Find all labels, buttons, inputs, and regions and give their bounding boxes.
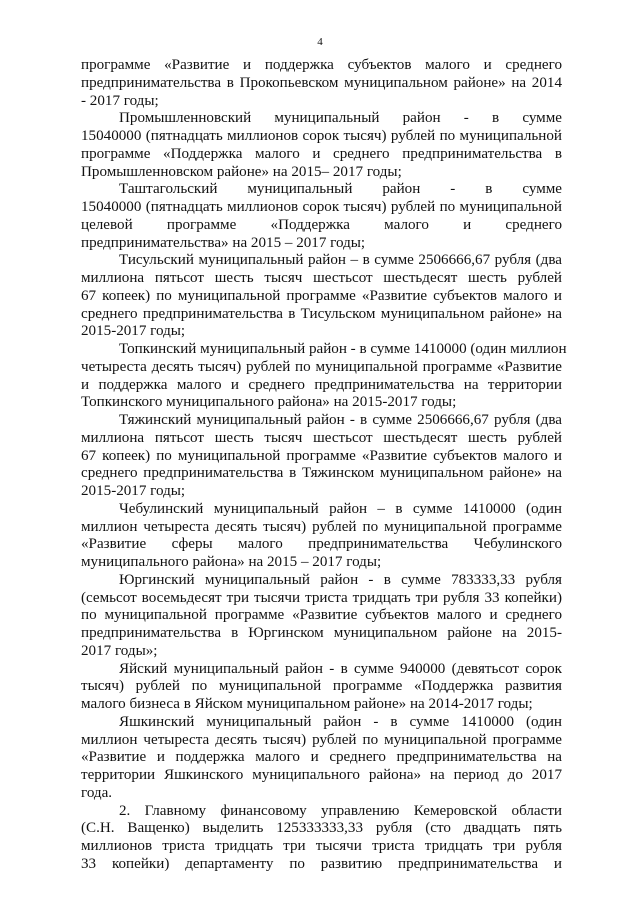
paragraph-line: (С.Н. Ващенко) выделить 125333333,33 рубля (сто двадцать пять bbox=[81, 820, 562, 837]
paragraph-line: 67 копеек) по муниципальной программе «Развитие субъектов малого и bbox=[81, 287, 562, 304]
paragraph-line: Чебулинский муниципальный район – в сумме 1410000 (один bbox=[119, 500, 562, 517]
paragraph-line: 15040000 (пятнадцать миллионов сорок тысяч) рублей по муниципальной bbox=[81, 128, 562, 144]
paragraph-line: миллион четыреста десять тысяч) рублей по муниципальной программе bbox=[81, 518, 562, 535]
paragraph-line: (семьсот восемьдесят три тысячи триста тридцать три рубля 33 копейки) bbox=[81, 589, 562, 606]
paragraph-line: предпринимательства» на 2015 – 2017 годы; bbox=[81, 234, 366, 251]
page-number: 4 bbox=[317, 36, 323, 48]
paragraph-line: по муниципальной программе «Развитие субъектов малого и среднего bbox=[81, 607, 562, 624]
paragraph bbox=[81, 252, 562, 341]
paragraph-line: предпринимательства в Прокопьевском муниципальном районе» на 2014 bbox=[81, 74, 562, 91]
paragraph-line: Таштагольский муниципальный район - в сумме bbox=[119, 181, 562, 198]
paragraph-line: 2015-2017 годы; bbox=[81, 483, 186, 499]
paragraph bbox=[81, 714, 562, 803]
paragraph-line: муниципального района» на 2015 – 2017 годы; bbox=[81, 554, 382, 570]
paragraph-line: «Развитие и поддержка малого и среднего предпринимательства на bbox=[81, 749, 562, 766]
paragraph bbox=[81, 412, 562, 501]
paragraph-line: 15040000 (пятнадцать миллионов сорок тысяч) рублей по муниципальной bbox=[81, 199, 562, 215]
paragraph-line: Яшкинский муниципальный район - в сумме 1410000 (один bbox=[119, 713, 562, 730]
paragraph bbox=[81, 341, 567, 412]
paragraph-line: четыреста десять тысяч) рублей по муниципальной программе «Развитие bbox=[81, 358, 562, 375]
paragraph-line: «Развитие сферы малого предпринимательства Чебулинского bbox=[81, 536, 562, 553]
paragraph-line: 33 копейки) департаменту по развитию предпринимательства и bbox=[81, 855, 562, 872]
paragraph-line: миллионов триста тридцать три тысячи триста тридцать три рубля bbox=[81, 838, 562, 854]
paragraph bbox=[81, 501, 562, 572]
paragraph-line: тысяч) рублей по муниципальной программе «Поддержка развития bbox=[81, 678, 562, 695]
paragraph-line: 67 копеек) по муниципальной программе «Развитие субъектов малого и bbox=[81, 447, 562, 464]
paragraph-line: целевой программе «Поддержка малого и среднего bbox=[81, 216, 562, 233]
paragraph-line: территории Яшкинского муниципального района» на период до 2017 bbox=[81, 767, 562, 783]
paragraph-line: Промышленновский муниципальный район - в сумме bbox=[119, 110, 562, 127]
paragraph-line: года. bbox=[81, 784, 113, 801]
paragraph bbox=[81, 661, 562, 714]
paragraph-line: Промышленновском районе» на 2015– 2017 годы; bbox=[81, 163, 402, 180]
paragraph-line: Юргинский муниципальный район - в сумме 783333,33 рубля bbox=[119, 571, 562, 588]
paragraph-line: 2017 годы»; bbox=[81, 642, 158, 659]
paragraph-line: миллиона пятьсот шесть тысяч шестьсот шестьдесят шесть рублей bbox=[81, 270, 562, 286]
paragraph-line: миллиона пятьсот шесть тысяч шестьсот шестьдесят шесть рублей bbox=[81, 429, 562, 446]
paragraph-line: предпринимательства в Юргинском муниципальном районе на 2015- bbox=[81, 625, 562, 641]
paragraph-line: 2015-2017 годы; bbox=[81, 323, 186, 340]
paragraph-line: и поддержка малого и среднего предпринимательства на территории bbox=[81, 376, 562, 393]
paragraph-line: среднего предпринимательства в Тисульском муниципальном районе» на bbox=[81, 305, 562, 322]
paragraph-line: миллион четыреста десять тысяч) рублей по муниципальной программе bbox=[81, 731, 562, 748]
paragraph bbox=[81, 803, 562, 874]
paragraph-line: программе «Развитие и поддержка субъектов малого и среднего bbox=[81, 57, 562, 73]
paragraph bbox=[81, 57, 562, 110]
paragraph bbox=[81, 572, 562, 661]
document-body bbox=[81, 57, 567, 874]
paragraph-line: среднего предпринимательства в Тяжинском муниципальном районе» на bbox=[81, 465, 562, 482]
paragraph-line: Топкинский муниципальный район - в сумме 1410000 (один миллион bbox=[119, 341, 567, 357]
paragraph-line: малого бизнеса в Яйском муниципальном районе» на 2014-2017 годы; bbox=[81, 696, 533, 712]
paragraph-line: - 2017 годы; bbox=[81, 92, 159, 109]
paragraph-line: программе «Поддержка малого и среднего предпринимательства в bbox=[81, 145, 562, 162]
paragraph-line: Яйский муниципальный район - в сумме 940000 (девятьсот сорок bbox=[119, 660, 562, 677]
paragraph-line: 2. Главному финансовому управлению Кемеровской области bbox=[119, 802, 562, 819]
paragraph-line: Тисульский муниципальный район – в сумме 2506666,67 рубля (два bbox=[119, 252, 562, 269]
paragraph-line: Тяжинский муниципальный район - в сумме 2506666,67 рубля (два bbox=[119, 412, 562, 428]
paragraph-line: Топкинского муниципального района» на 2015-2017 годы; bbox=[81, 394, 457, 411]
paragraph bbox=[81, 110, 562, 181]
paragraph bbox=[81, 181, 562, 252]
